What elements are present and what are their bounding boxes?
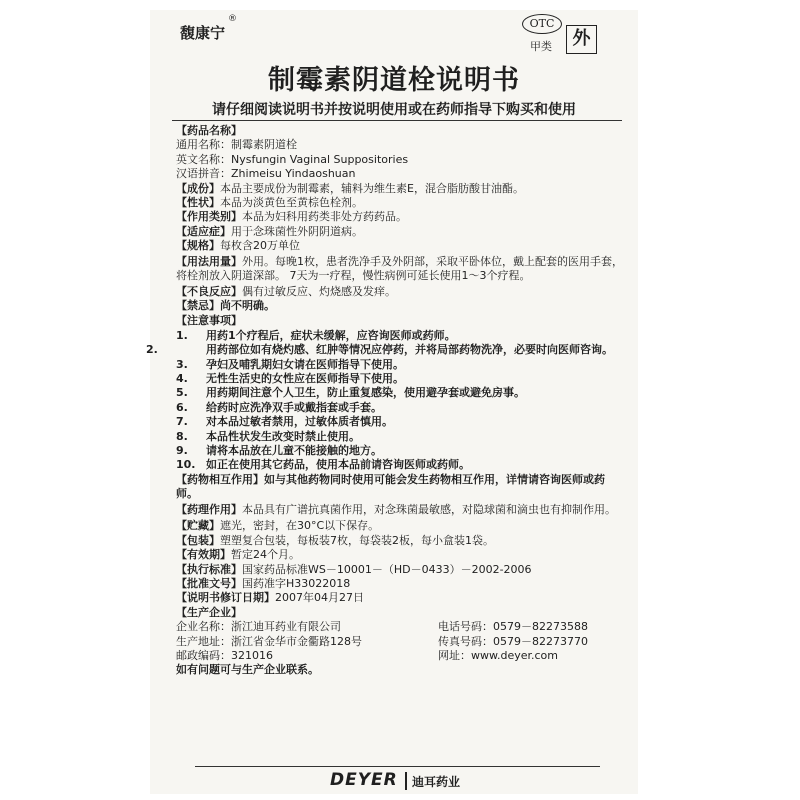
section-text: 外用。每晚1枚，患者洗净手及外阴部，采取平卧体位，戴上配套的医用手套，将栓剂放入阴道深部。 7天为一疗程，慢性病例可延长使用1～3个疗程。 <box>176 254 623 282</box>
ingredients-section <box>176 182 624 196</box>
document-subtitle: 请仔细阅读说明书并按说明使用或在药师指导下购买和使用 <box>212 102 576 118</box>
logo-separator <box>405 772 407 790</box>
section-text: 尚不明确。 <box>220 299 275 313</box>
contact-note: 如有问题可与生产企业联系。 <box>176 663 319 677</box>
fax-number: 传真号码：0579－82273770 <box>438 634 588 648</box>
section-label: 【有效期】 <box>176 548 231 562</box>
external-use-mark: 外 <box>566 25 597 54</box>
section-label: 【适应症】 <box>176 224 231 238</box>
section-text: 暂定24个月。 <box>231 548 300 562</box>
pinyin-name: 汉语拼音：Zhimeisu Yindaoshuan <box>176 167 356 181</box>
section-label: 【不良反应】 <box>176 284 242 298</box>
manufacturer-row <box>176 649 624 663</box>
section-text: 国家药品标准WS－10001－（HD－0433）－2002-2006 <box>242 562 532 576</box>
spec-section <box>176 239 624 253</box>
company-name: 企业名称：浙江迪耳药业有限公司 <box>176 620 341 634</box>
section-label: 【禁忌】 <box>176 299 220 313</box>
dosage-section <box>176 255 624 283</box>
manufacturer-row <box>176 620 624 634</box>
footer-divider <box>195 766 600 767</box>
section-label: 【贮藏】 <box>176 519 220 533</box>
section-text: 偶有过敏反应、灼烧感及发痒。 <box>242 284 396 298</box>
list-item: 4. 无性生活史的女性应在医师指导下使用。 <box>176 372 404 386</box>
deyer-logo: DEYER <box>330 770 398 790</box>
indication-section <box>176 225 624 239</box>
manufacturer-row <box>176 635 624 649</box>
section-label: 【性状】 <box>176 195 220 209</box>
revision-section <box>176 591 624 605</box>
section-text: 如与其他药物同时使用可能会发生药物相互作用，详情请咨询医师或药师。 <box>176 472 605 501</box>
header-divider <box>172 120 622 121</box>
category-section <box>176 210 624 224</box>
section-label: 【包装】 <box>176 533 220 547</box>
precaution-list <box>146 329 624 473</box>
section-label: 【批准文号】 <box>176 576 242 590</box>
standard-section <box>176 563 624 577</box>
section-text: 用于念珠菌性外阴阴道病。 <box>231 224 363 238</box>
registered-mark: ® <box>228 14 237 24</box>
adverse-section <box>176 285 624 299</box>
section-text: 本品为妇科用药类非处方药药品。 <box>242 210 407 224</box>
otc-category: 甲类 <box>530 40 552 53</box>
section-text: 2007年04月27日 <box>275 591 364 605</box>
section-label: 【执行标准】 <box>176 562 242 576</box>
leaflet-body <box>146 124 624 678</box>
package-section <box>176 534 624 548</box>
validity-section <box>176 548 624 562</box>
section-text: 国药准字H33022018 <box>242 576 351 590</box>
generic-name: 通用名称：制霉素阴道栓 <box>176 138 297 152</box>
postcode: 邮政编码：321016 <box>176 648 273 662</box>
section-text: 本品为淡黄色至黄棕色栓剂。 <box>220 195 363 209</box>
english-name: 英文名称：Nysfungin Vaginal Suppositories <box>176 152 409 166</box>
company-address: 生产地址：浙江省金华市金衢路128号 <box>176 634 362 648</box>
list-item: 7. 对本品过敏者禁用，过敏体质者慎用。 <box>176 415 393 429</box>
section-text: 遮光，密封，在30°C以下保存。 <box>220 519 380 533</box>
section-label: 【说明书修订日期】 <box>176 591 275 605</box>
list-item: 2. 用药部位如有烧灼感、红肿等情况应停药，并将局部药物洗净，必要时向医师咨询。 <box>146 343 613 357</box>
section-label: 【用法用量】 <box>176 254 242 268</box>
list-item: 9. 请将本品放在儿童不能接触的地方。 <box>176 444 382 458</box>
phone-number: 电话号码：0579－82273588 <box>438 620 588 634</box>
storage-section <box>176 519 624 533</box>
section-label: 【规格】 <box>176 239 220 253</box>
section-label-precautions: 【注意事项】 <box>176 313 242 327</box>
section-text: 塑塑复合包装，每板装7枚，每袋装2板，每小盒装1袋。 <box>220 533 494 547</box>
appearance-section <box>176 196 624 210</box>
otc-badge: OTC <box>522 14 562 34</box>
section-label: 【药物相互作用】 <box>176 472 264 486</box>
section-label: 【成份】 <box>176 181 220 195</box>
approval-section <box>176 577 624 591</box>
brand-name: 馥康宁 <box>180 24 226 42</box>
website: 网址：www.deyer.com <box>438 648 559 662</box>
list-item: 6. 给药时应洗净双手或戴指套或手套。 <box>176 400 382 414</box>
list-item: 3. 孕妇及哺乳期妇女请在医师指导下使用。 <box>176 357 404 371</box>
section-label: 【药理作用】 <box>176 503 242 517</box>
contra-section <box>176 299 624 313</box>
list-item: 5. 用药期间注意个人卫生，防止重复感染，使用避孕套或避免房事。 <box>176 386 525 400</box>
document-title: 制霉素阴道栓说明书 <box>268 65 520 96</box>
section-label-drug-name: 【药品名称】 <box>176 124 242 137</box>
section-label: 【作用类别】 <box>176 210 242 224</box>
footer-company-name: 迪耳药业 <box>412 775 461 789</box>
section-text: 每枚含20万单位 <box>220 239 300 253</box>
list-item: 10. 如正在使用其它药品，使用本品前请咨询医师或药师。 <box>176 458 470 472</box>
section-text: 本品具有广谱抗真菌作用，对念珠菌最敏感，对隐球菌和滴虫也有抑制作用。 <box>242 503 616 517</box>
pharmacology-section <box>176 503 624 517</box>
list-item: 8. 本品性状发生改变时禁止使用。 <box>176 429 360 443</box>
interaction-section <box>176 473 624 501</box>
list-item: 1. 用药1个疗程后，症状未缓解，应咨询医师或药师。 <box>176 329 456 343</box>
section-label-manufacturer: 【生产企业】 <box>176 605 242 619</box>
section-text: 本品主要成份为制霉素，辅料为维生素E，混合脂肪酸甘油酯。 <box>220 181 524 195</box>
